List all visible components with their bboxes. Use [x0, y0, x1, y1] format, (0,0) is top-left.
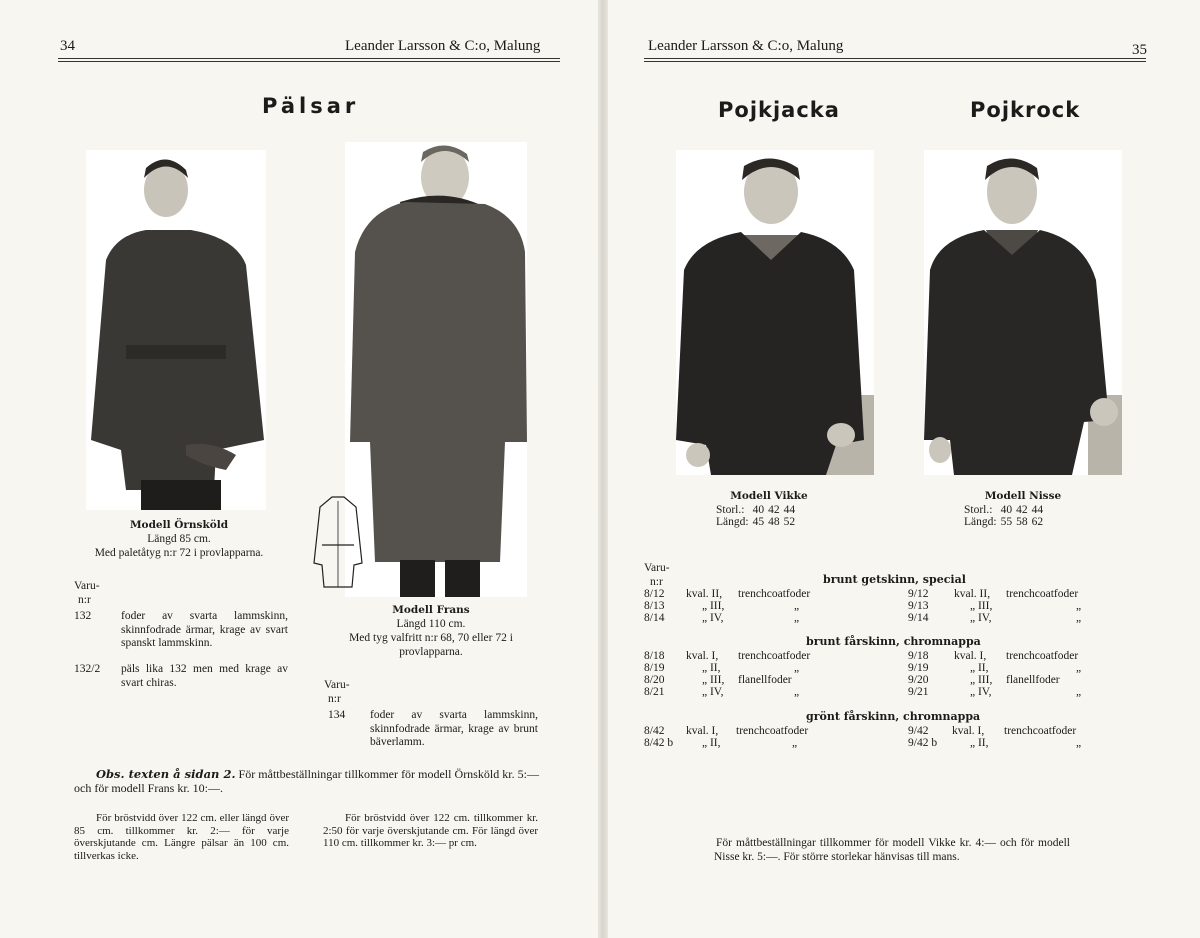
- item-quality: „ IV,: [702, 612, 724, 624]
- item-description: foder av svarta lammskinn, skinnfodrade ärmar, krage av svart spanskt lammskinn.: [121, 610, 288, 649]
- item-lining: „: [1076, 737, 1082, 749]
- item-quality: kval. I,: [952, 725, 985, 737]
- item-lining: „: [794, 686, 800, 698]
- item-lining: trenchcoatfoder: [1006, 588, 1079, 600]
- page-number-left: 34: [60, 38, 75, 54]
- length-label: Längd:: [964, 516, 997, 528]
- size-label: Storl.:: [964, 504, 993, 516]
- length-value: 45: [752, 516, 765, 528]
- page-left: [0, 0, 598, 938]
- item-quality: „ IV,: [702, 686, 724, 698]
- item-number: 9/21: [908, 686, 929, 698]
- caption-ornskold: [70, 518, 288, 560]
- section-heading: brunt getskinn, special: [823, 573, 966, 586]
- varu-label-line2: n:r: [650, 575, 663, 588]
- size-table-vikke: [716, 504, 799, 528]
- belted-coat-sketch-icon: [312, 493, 364, 591]
- running-head-right: Leander Larsson & C:o, Malung: [648, 38, 844, 54]
- varu-label-left: [74, 580, 100, 607]
- item-number: 8/42 b: [644, 737, 674, 749]
- footer-note: För måttbeställningar tillkommer för modell Vikke kr. 4:— och för modell Nisse kr. 5:—. För större storlekar hänvisas till mans.: [714, 837, 1070, 863]
- item-number: 9/42 b: [908, 737, 938, 749]
- model-name-frans: Modell Frans: [392, 604, 470, 616]
- page-title-palsar: Pälsar: [262, 94, 360, 118]
- item-number: 9/20: [908, 674, 929, 686]
- item-lining: flanellfoder: [1006, 674, 1060, 686]
- note-ornskold: För bröstvidd över 122 cm. eller längd över 85 cm. tillkommer kr. 2:— för varje överskjutande cm. Längre pälsar än 100 cm. tillverkas icke.: [74, 812, 289, 862]
- item-quality: „ III,: [970, 674, 993, 686]
- varu-label-line1: Varu-: [74, 580, 100, 592]
- caption-vikke: [694, 489, 844, 503]
- item-lining: „: [794, 662, 800, 674]
- model-name-nisse: Modell Nisse: [984, 490, 1062, 502]
- item-quality: „ II,: [970, 662, 989, 674]
- varu-label-frans: [324, 679, 350, 706]
- item-lining: „: [794, 612, 800, 624]
- length-label: Längd:: [716, 516, 749, 528]
- item-lining: „: [1076, 686, 1082, 698]
- item-lining: „: [1076, 612, 1082, 624]
- item-description: päls lika 132 men med krage av svart chiras.: [121, 663, 288, 689]
- item-number: 8/42: [644, 725, 665, 737]
- caption-nisse: [948, 489, 1098, 503]
- photo-model-nisse: [924, 150, 1122, 475]
- size-label: Storl.:: [716, 504, 745, 516]
- item-number: 9/13: [908, 600, 929, 612]
- header-rule: [58, 58, 560, 62]
- page-title-pojkrock: Pojkrock: [970, 98, 1081, 122]
- note-frans: För bröstvidd över 122 cm. tillkommer kr. 2:50 för varje överskjutande cm. För längd över 110 cm. tillkommer kr. 3:— pr cm.: [323, 812, 538, 849]
- item-number: 132/2: [74, 663, 101, 675]
- item-lining: trenchcoatfoder: [738, 588, 811, 600]
- item-quality: „ II,: [702, 662, 721, 674]
- model-fabric-ornskold: Med paletåtyg n:r 72 i provlapparna.: [94, 547, 264, 559]
- item-number: 9/18: [908, 650, 929, 662]
- item-lining: „: [792, 737, 798, 749]
- size-table-nisse: [964, 504, 1047, 528]
- varu-label-right: [644, 562, 670, 589]
- varu-label-line1: Varu-: [324, 679, 350, 691]
- item-lining: flanellfoder: [738, 674, 792, 686]
- item-number: 8/12: [644, 588, 665, 600]
- book-gutter: [598, 0, 608, 938]
- item-number: 8/19: [644, 662, 665, 674]
- item-quality: „ III,: [970, 600, 993, 612]
- length-value: 48: [768, 516, 780, 528]
- caption-frans: [340, 603, 522, 659]
- model-length-ornskold: Längd 85 cm.: [147, 533, 211, 545]
- item-number: 9/42: [908, 725, 929, 737]
- obs-note-text: För måttbeställningar tillkommer för modell Örnsköld kr. 5:— och för modell Frans kr. 10:—.: [74, 767, 539, 795]
- page-title-pojkjacka: Pojkjacka: [718, 98, 840, 122]
- item-quality: „ II,: [702, 737, 721, 749]
- page-right: [608, 0, 1200, 938]
- size-value: 44: [783, 504, 796, 516]
- item-quality: kval. II,: [954, 588, 991, 600]
- item-number: 9/19: [908, 662, 929, 674]
- item-lining: trenchcoatfoder: [736, 725, 809, 737]
- page-number-right: 35: [1132, 42, 1147, 58]
- item-quality: kval. I,: [954, 650, 987, 662]
- item-quality: kval. II,: [686, 588, 723, 600]
- varu-label-line2: n:r: [78, 593, 91, 606]
- item-quality: „ IV,: [970, 612, 992, 624]
- model-name-ornskold: Modell Örnsköld: [129, 519, 229, 531]
- length-value: 58: [1016, 516, 1028, 528]
- man-in-long-coat-image: [345, 142, 527, 597]
- item-number: 132: [74, 610, 92, 622]
- item-number: 9/12: [908, 588, 929, 600]
- varu-label-line1: Varu-: [644, 562, 670, 574]
- item-quality: kval. I,: [686, 650, 719, 662]
- section-heading: grönt fårskinn, chromnappa: [806, 710, 981, 723]
- length-value: 62: [1031, 516, 1044, 528]
- size-value: 42: [768, 504, 780, 516]
- model-length-frans: Längd 110 cm.: [396, 618, 466, 630]
- section-heading: brunt fårskinn, chromnappa: [806, 635, 981, 648]
- man-in-fur-coat-image: [86, 150, 266, 510]
- length-value: 52: [783, 516, 796, 528]
- item-number: 9/14: [908, 612, 929, 624]
- item-lining: „: [1076, 600, 1082, 612]
- size-value: 40: [752, 504, 765, 516]
- item-lining: trenchcoatfoder: [738, 650, 811, 662]
- item-quality: kval. I,: [686, 725, 719, 737]
- item-quality: „ II,: [970, 737, 989, 749]
- item-quality: „ IV,: [970, 686, 992, 698]
- length-value: 55: [1000, 516, 1013, 528]
- photo-model-vikke: [676, 150, 874, 475]
- item-number: 8/18: [644, 650, 665, 662]
- header-rule: [644, 58, 1146, 62]
- item-lining: „: [794, 600, 800, 612]
- size-value: 42: [1016, 504, 1028, 516]
- photo-model-ornskold: [86, 150, 266, 510]
- boy-in-leather-coat-image: [924, 150, 1122, 475]
- size-value: 40: [1000, 504, 1013, 516]
- item-quality: „ III,: [702, 600, 725, 612]
- size-value: 44: [1031, 504, 1044, 516]
- photo-model-frans: [345, 142, 527, 597]
- boy-in-leather-jacket-image: [676, 150, 874, 475]
- item-number: 8/21: [644, 686, 665, 698]
- item-number: 8/20: [644, 674, 665, 686]
- model-name-vikke: Modell Vikke: [730, 490, 808, 502]
- running-head-left: Leander Larsson & C:o, Malung: [345, 38, 541, 54]
- item-description: foder av svarta lammskinn, skinnfodrade ärmar, krage av brunt bäverlamm.: [370, 709, 538, 748]
- item-number: 8/14: [644, 612, 665, 624]
- item-lining: trenchcoatfoder: [1004, 725, 1077, 737]
- item-quality: „ III,: [702, 674, 725, 686]
- varu-label-line2: n:r: [328, 692, 341, 705]
- item-number: 134: [328, 709, 346, 721]
- item-lining: „: [1076, 662, 1082, 674]
- obs-note: [74, 767, 539, 795]
- item-number: 8/13: [644, 600, 665, 612]
- model-fabric-frans: Med tyg valfritt n:r 68, 70 eller 72 i provlapparna.: [349, 632, 513, 658]
- obs-note-bold: Obs. texten å sidan 2.: [96, 767, 236, 781]
- coat-sketch: [312, 493, 364, 591]
- item-lining: trenchcoatfoder: [1006, 650, 1079, 662]
